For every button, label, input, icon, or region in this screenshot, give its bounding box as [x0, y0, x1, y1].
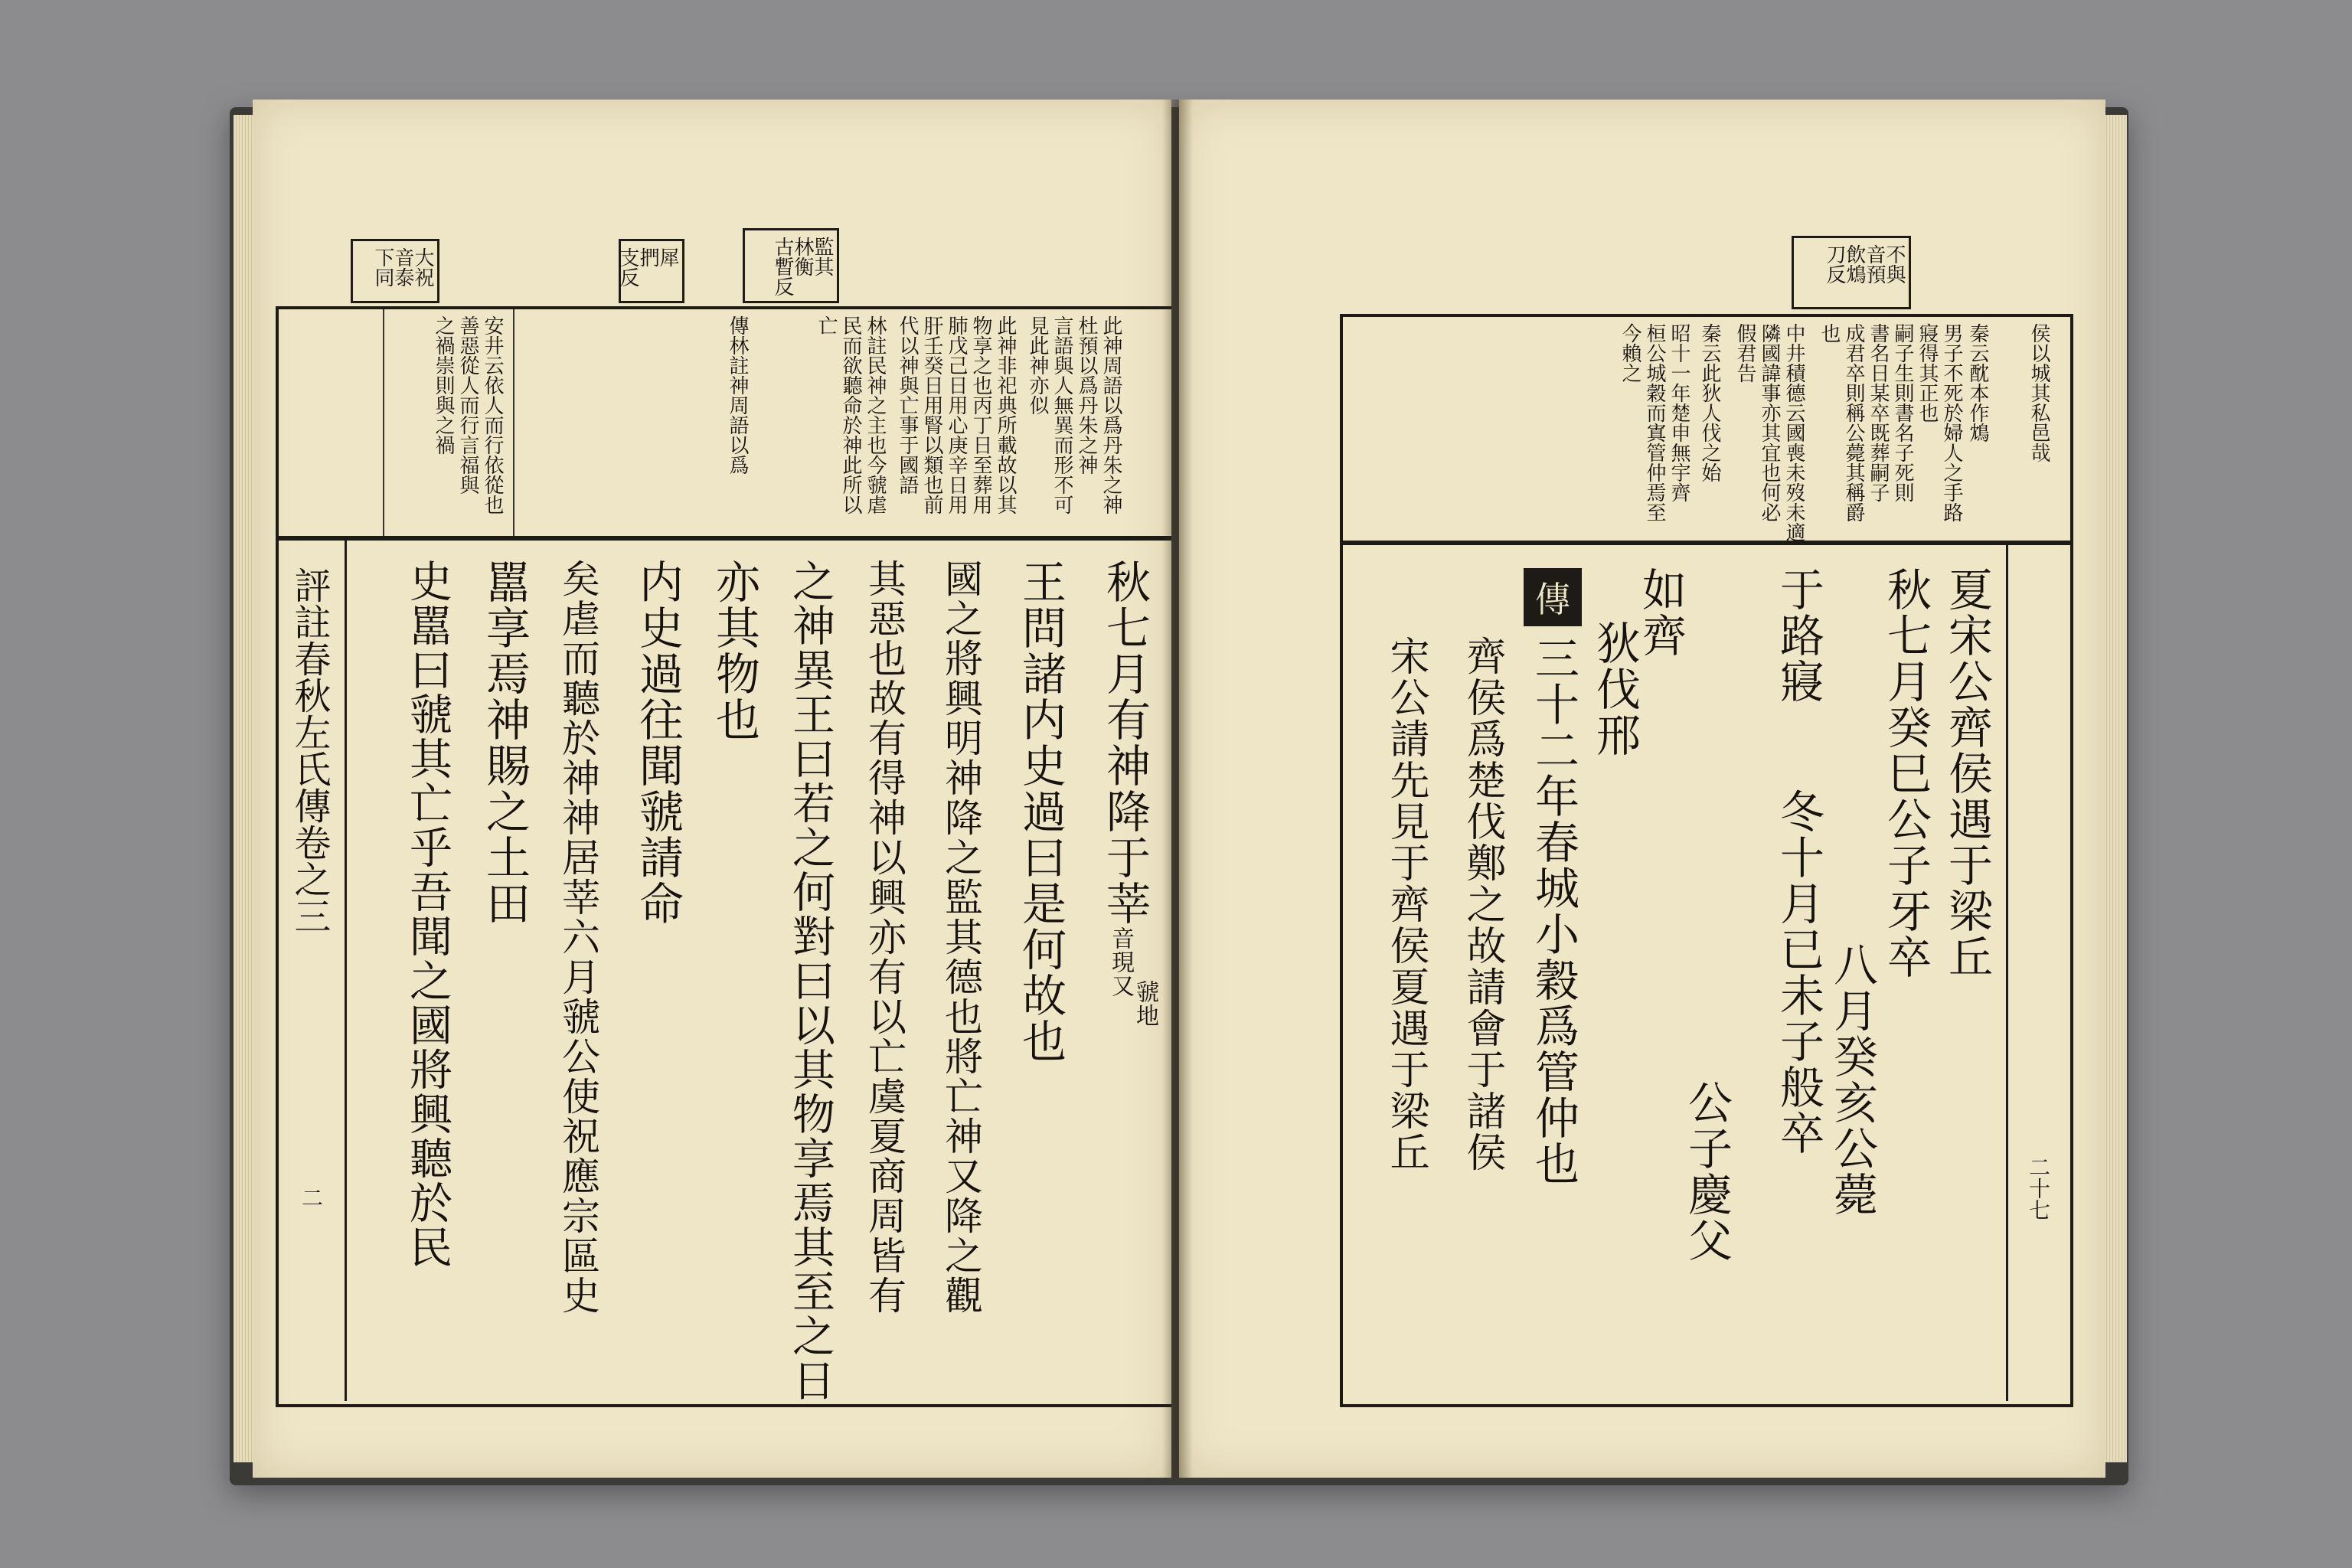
commentary-column: 此神周語以爲丹朱之神 [1099, 315, 1122, 514]
commentary-column: 肝壬癸日用腎以類也前 [920, 315, 943, 514]
commentary-column: 亡 [815, 315, 838, 335]
main-text-column: 亦其物也 [708, 559, 760, 743]
left-page [253, 100, 1171, 1478]
main-text-column: 王問諸内史過曰是何故也 [1014, 559, 1067, 1064]
commentary-column: 寢得其正也 [1916, 323, 1939, 423]
commentary-column: 言語與人無異而形不可 [1050, 315, 1073, 514]
main-text-column: 三十二年春城小穀爲管仲也 [1527, 635, 1579, 1187]
commentary-column: 秦云此狄人伐之始 [1698, 323, 1721, 482]
book-gutter [1162, 100, 1193, 1478]
commentary-column: 林註民神之主也今虢虐 [864, 315, 887, 514]
header-note-box-4 [1792, 236, 1911, 309]
commentary-column: 中井積德云國喪未歿未適 [1782, 323, 1805, 542]
main-text-column: 于路寢 [1772, 567, 1824, 704]
inline-note: 虢地 [1132, 980, 1158, 1027]
page-folio: 二十七 [2026, 1156, 2051, 1220]
commentary-column: 肺戊己日用心庚辛日用 [945, 315, 968, 514]
main-text-column: 嚚享焉神賜之土田 [479, 559, 531, 926]
header-note-text: 不與 音預 飲鴆 刀反 [1823, 244, 1906, 284]
commentary-column: 安井云依人而行依從也 [481, 315, 504, 514]
page-folio: 二 [299, 1187, 324, 1208]
main-text-column: 狄伐邢 [1589, 620, 1641, 758]
commentary-column: 善惡從人而行言福與 [456, 315, 479, 495]
commentary-column: 書名日某卒既葬嗣子 [1867, 323, 1890, 502]
commentary-column: 桓公城穀而寘管仲焉至 [1643, 323, 1666, 522]
commentary-column: 杜預以爲丹朱之神 [1075, 315, 1098, 475]
main-text-column: 齊侯爲楚伐鄭之故請會于諸侯 [1459, 635, 1505, 1173]
commentary-column: 假君告 [1733, 323, 1756, 383]
commentary-column: 今賴之 [1619, 323, 1642, 383]
main-text-column: 史嚚曰虢其亡乎吾聞之國將興聽於民 [403, 559, 452, 1269]
header-note-box-1 [351, 239, 439, 303]
section-divider [1340, 541, 2070, 545]
main-text-column: 秋七月癸巳公子牙卒 [1880, 567, 1932, 980]
commentary-column: 昭十一年楚申無宇齊 [1668, 323, 1690, 502]
main-text-headline: 秋七月有神降于莘 [1099, 559, 1151, 926]
commentary-column: 見此神亦似 [1026, 315, 1049, 415]
main-text-column: 公子慶父 [1681, 1080, 1733, 1263]
main-text-column: 其惡也故有得神以興亦有以亡虞夏商周皆有 [862, 559, 906, 1315]
right-page [1179, 100, 2105, 1478]
commentary-column: 傳林註神周語以爲 [726, 315, 749, 475]
transmission-mark: 傳 [1524, 568, 1582, 626]
spine-title: 評註春秋左氏傳卷之三 [288, 567, 331, 934]
header-note-box-3 [743, 228, 839, 303]
commentary-column: 此神非祀典所載故以其 [994, 315, 1017, 514]
header-note-text: 監其 林衡 古暫反 [771, 237, 834, 296]
section-divider [276, 536, 1171, 541]
main-text-column: 矣虐而聽於神神居莘六月虢公使祝應宗區史 [556, 559, 600, 1315]
right-page-edges [2104, 115, 2127, 1462]
commentary-column: 民而欲聽命於神此所以 [839, 315, 862, 514]
header-note-text: 大祝 音泰 下同 [371, 247, 434, 287]
main-text-column: 宋公請先見于齊侯夏遇于梁丘 [1383, 635, 1429, 1173]
main-text-column: 之神異王曰若之何對曰以其物享焉其至之日 [786, 559, 835, 1403]
commentary-column: 秦云酖本作鴆 [1966, 323, 1989, 443]
commentary-column: 男子不死於婦人之手路 [1940, 323, 1963, 522]
header-note-box-2 [616, 239, 684, 303]
column-rule [513, 309, 514, 536]
commentary-column: 成君卒則稱公薨其稱爵 [1842, 323, 1865, 522]
commentary-column: 嗣子生則書名子死則 [1891, 323, 1914, 502]
column-rule [383, 309, 384, 536]
main-text-column: 冬十月已未子般卒 [1772, 789, 1824, 1156]
spine-strip [2006, 545, 2008, 1401]
main-text-column: 内史過往聞虢請命 [632, 559, 684, 926]
main-text-column: 八月癸亥公薨 [1826, 942, 1878, 1217]
main-text-column: 如齊 [1635, 567, 1687, 658]
commentary-column: 也 [1818, 323, 1841, 343]
commentary-column: 之禍崇則與之禍 [432, 315, 455, 455]
commentary-column: 侯以城其私邑哉 [2027, 323, 2050, 462]
header-note-text: 犀 捫 支反 [616, 247, 679, 287]
main-text-column: 國之將興明神降之監其德也將亡神又降之觀 [939, 559, 983, 1315]
commentary-column: 隣國諱事亦其宜也何必 [1758, 323, 1781, 522]
commentary-column: 代以神與亡事于國語 [896, 315, 919, 495]
main-text-column: 夏宋公齊侯遇于梁丘 [1941, 567, 1993, 980]
inline-note: 音現又 [1107, 926, 1134, 998]
commentary-column: 物享之也丙丁日至葬用 [969, 315, 992, 514]
